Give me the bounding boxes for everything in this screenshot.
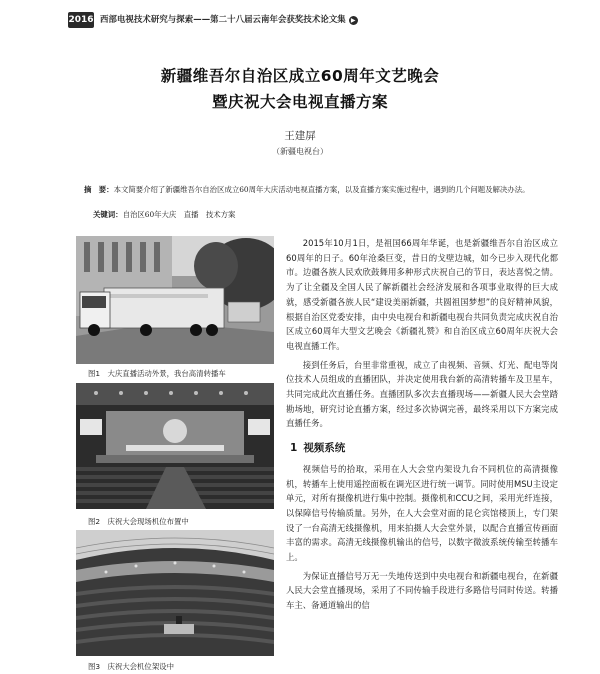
article-title-line1: 新疆维吾尔自治区成立60周年文艺晚会	[160, 67, 440, 85]
auditorium-photo-icon	[76, 530, 274, 656]
section-number: 1	[290, 442, 298, 455]
body-paragraph: 为保证直播信号万无一失地传送到中央电视台和新疆电视台，在新疆人民大会堂直播现场，采用了不同传输手段进行多路信号同时传送。转播车主、备通道输出的信	[286, 570, 558, 611]
author-affiliation: （新疆电视台）	[272, 147, 328, 156]
abstract-text: 本文简要介绍了新疆维吾尔自治区成立60周年大庆活动电视直播方案，以及直播方案实施过程中，遇到的几个问题及解决办法。	[113, 185, 530, 194]
figure-3-image	[76, 530, 274, 656]
abstract-label: 摘 要：	[84, 185, 114, 194]
figure-2-caption: 图2 庆祝大会现场机位布置中	[88, 517, 189, 526]
page-number: 2016	[68, 12, 94, 28]
running-header	[68, 12, 588, 28]
section-heading	[290, 441, 558, 456]
body-paragraph: 接到任务后，台里非常重视，成立了由视频、音频、灯光、配电等岗位技术人员组成的直播团队，并决定使用我台新的高清转播车及卫星车，共同完成此次直播任务。直播团队多次去直播现场——新疆人民大会堂踏勘场地，研究讨论直播方案，经过多次协调完善，最终采用以下方案完成直播任务。	[286, 359, 558, 429]
broadcast-truck-photo-icon	[76, 236, 274, 364]
abstract	[84, 183, 552, 196]
body-column	[286, 236, 558, 613]
figure-1-image	[76, 236, 274, 364]
arrow-icon: ▶	[349, 16, 358, 25]
article-title-line2: 暨庆祝大会电视直播方案	[211, 93, 388, 111]
section-title: 视频系统	[303, 442, 346, 455]
figure-3-caption: 图3 庆祝大会机位架设中	[88, 662, 175, 671]
keywords-label: 关键词：	[93, 210, 123, 219]
figure-1-caption: 图1 大庆直播活动外景，我台高清转播车	[88, 369, 226, 378]
keywords-text: 自治区60年大庆 直播 技术方案	[122, 210, 236, 219]
running-title	[100, 13, 358, 25]
author-name: 王建屏	[284, 130, 316, 142]
keywords	[93, 209, 235, 220]
meeting-hall-photo-icon	[76, 383, 274, 509]
running-title-text: 西部电视技术研究与探索——第二十八届云南年会获奖技术论文集	[100, 14, 346, 24]
figure-2-image	[76, 383, 274, 509]
body-paragraph: 2015年10月1日，是祖国66周年华诞，也是新疆维吾尔自治区成立60周年的日子。60年沧桑巨变，昔日的戈壁边城，如今已步入现代化都市。边疆各族人民欢欣鼓舞用多种形式庆祝自己的节日，表达喜悦之情。为了让全疆及全国人民了解新疆社会经济发展和各项事业取得的巨大成就，感受新疆各族人民“建设美丽新疆，共圆祖国梦想”的良好精神风貌，根据自治区党委安排，由中央电视台和新疆电视台共同负责完成庆祝自治区成立60周年大型文艺晚会《新疆礼赞》和自治区成立60周年庆祝大会电视直播工作。	[286, 238, 558, 351]
body-paragraph: 视频信号的拾取，采用在人大会堂内架设九台不同机位的高清摄像机，转播车上使用遥控面板在调光区进行统一调节。同时使用MSU主设定单元，对所有摄像机进行集中控制。摄像机和CCU之间，采用光纤连接，以保障信号传输质量。另外，在人大会堂对面的昆仑宾馆楼顶上，专门架设了一台高清无线摄像机，用来拍摄人大会堂外景，以配合直播宣传画面丰富的需求。高清无线摄像机输出的信号，以数字微波系统传输至转播车上。	[286, 463, 558, 563]
